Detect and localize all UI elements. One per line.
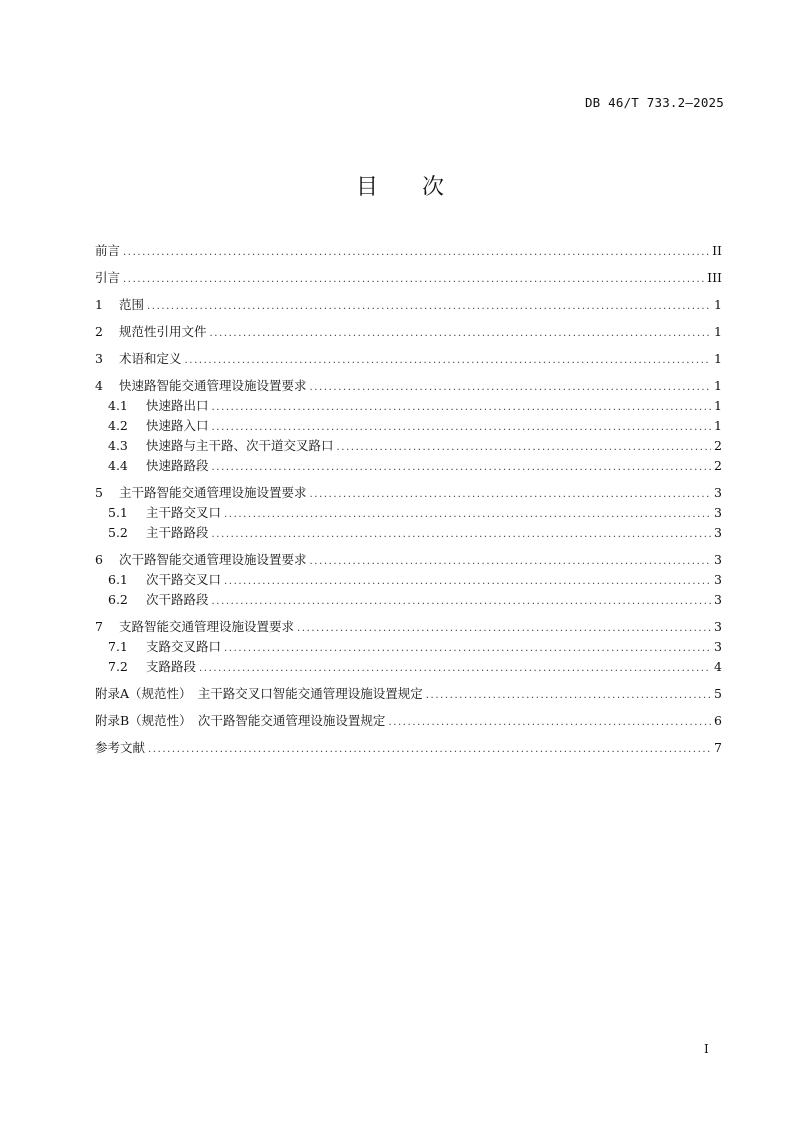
toc-entry[interactable] [95,241,722,261]
toc-entry-page: 6 [714,713,722,728]
toc-entry-page: 3 [714,619,722,634]
toc-dot-leader [199,659,711,679]
toc-entry-page: 1 [714,378,722,393]
toc-entry-label: 附录A（规范性） 主干路交叉口智能交通管理设施设置规定 [95,686,423,701]
toc-dot-leader [224,639,711,659]
toc-entry-label: 主干路智能交通管理设施设置要求 [119,485,307,500]
toc-dot-leader [212,418,711,438]
toc-entry-number: 4.4 [108,458,128,473]
toc-entry-page: 1 [714,351,722,366]
toc-entry-label: 快速路智能交通管理设施设置要求 [119,378,307,393]
toc-dot-leader [212,398,711,418]
toc-entry-number: 6 [95,552,103,567]
toc-entry-page: 3 [714,485,722,500]
toc-entry-label: 支路交叉路口 [146,639,222,654]
toc-dot-leader [185,351,711,371]
toc-entry-page: III [707,270,722,285]
toc-entry[interactable] [95,396,722,416]
toc-entry-number: 3 [95,351,103,366]
toc-entry-number: 6.2 [108,592,128,607]
toc-entry[interactable] [95,322,722,342]
toc-entry[interactable] [95,268,722,288]
toc-entry-page: 3 [714,639,722,654]
toc-dot-leader [212,458,711,478]
toc-dot-leader [310,485,711,505]
toc-entry[interactable] [95,295,722,315]
toc-entry-number: 4.2 [108,418,128,433]
toc-list [95,241,722,758]
page-number: I [704,1042,709,1056]
toc-entry-label: 主干路交叉口 [146,505,222,520]
toc-entry-label: 术语和定义 [119,351,182,366]
toc-dot-leader [426,686,711,706]
toc-entry-page: 1 [714,324,722,339]
toc-entry[interactable] [95,436,722,456]
toc-dot-leader [148,740,711,760]
toc-entry-label: 次干路智能交通管理设施设置要求 [119,552,307,567]
toc-entry-label: 快速路路段 [146,458,209,473]
toc-dot-leader [310,552,711,572]
toc-entry-page: 5 [714,686,722,701]
toc-entry[interactable] [95,617,722,637]
toc-entry-page: 3 [714,525,722,540]
toc-entry-label: 附录B（规范性） 次干路智能交通管理设施设置规定 [95,713,386,728]
toc-entry[interactable] [95,738,722,758]
toc-entry-label: 次干路路段 [146,592,209,607]
toc-entry-label: 范围 [119,297,145,312]
toc-dot-leader [297,619,711,639]
toc-entry-page: 1 [714,418,722,433]
toc-entry[interactable] [95,684,722,704]
toc-dot-leader [210,324,711,344]
toc-title-part1: 目 [355,175,378,200]
toc-dot-leader [310,378,711,398]
toc-entry[interactable] [95,711,722,731]
toc-entry[interactable] [95,456,722,476]
toc-entry-number: 6.1 [108,572,128,587]
standard-code: DB 46/T 733.2—2025 [584,95,724,110]
toc-entry-number: 7 [95,619,103,634]
toc-entry-label: 主干路路段 [146,525,209,540]
toc-entry-page: II [712,243,722,258]
toc-entry[interactable] [95,349,722,369]
toc-entry[interactable] [95,637,722,657]
toc-dot-leader [212,592,711,612]
toc-entry-number: 1 [95,297,103,312]
toc-dot-leader [147,297,711,317]
toc-entry-number: 2 [95,324,103,339]
toc-entry-label: 参考文献 [95,740,146,755]
toc-entry-label: 快速路入口 [146,418,209,433]
toc-entry[interactable] [95,570,722,590]
toc-entry-page: 3 [714,552,722,567]
toc-title [0,170,800,201]
toc-entry-number: 5.2 [108,525,128,540]
toc-title-part2: 次 [422,175,445,200]
toc-entry-number: 7.1 [108,639,128,654]
toc-entry-page: 1 [714,297,722,312]
toc-entry-label: 前言 [95,243,121,258]
toc-entry-page: 3 [714,505,722,520]
toc-entry-page: 2 [714,438,722,453]
toc-dot-leader [123,243,709,263]
toc-entry-page: 4 [714,659,722,674]
toc-entry-label: 支路路段 [146,659,197,674]
toc-entry-label: 引言 [95,270,121,285]
toc-entry[interactable] [95,550,722,570]
toc-entry-number: 4.3 [108,438,128,453]
toc-dot-leader [388,713,711,733]
toc-entry[interactable] [95,503,722,523]
toc-entry-number: 5 [95,485,103,500]
toc-entry-page: 1 [714,398,722,413]
toc-entry-number: 4 [95,378,103,393]
toc-dot-leader [123,270,704,290]
toc-dot-leader [224,572,711,592]
toc-entry[interactable] [95,376,722,396]
toc-dot-leader [337,438,711,458]
toc-entry-label: 快速路出口 [146,398,209,413]
toc-entry-page: 7 [714,740,722,755]
toc-entry-page: 3 [714,592,722,607]
toc-entry[interactable] [95,523,722,543]
toc-entry-number: 7.2 [108,659,128,674]
toc-entry[interactable] [95,590,722,610]
toc-entry-number: 4.1 [108,398,128,413]
toc-entry[interactable] [95,416,722,436]
toc-entry-number: 5.1 [108,505,128,520]
toc-dot-leader [224,505,711,525]
toc-entry-label: 次干路交叉口 [146,572,222,587]
toc-entry-label: 支路智能交通管理设施设置要求 [119,619,295,634]
toc-entry-page: 2 [714,458,722,473]
toc-entry[interactable] [95,657,722,677]
toc-entry[interactable] [95,483,722,503]
toc-entry-label: 快速路与主干路、次干道交叉路口 [146,438,334,453]
toc-entry-page: 3 [714,572,722,587]
toc-dot-leader [212,525,711,545]
toc-entry-label: 规范性引用文件 [119,324,207,339]
